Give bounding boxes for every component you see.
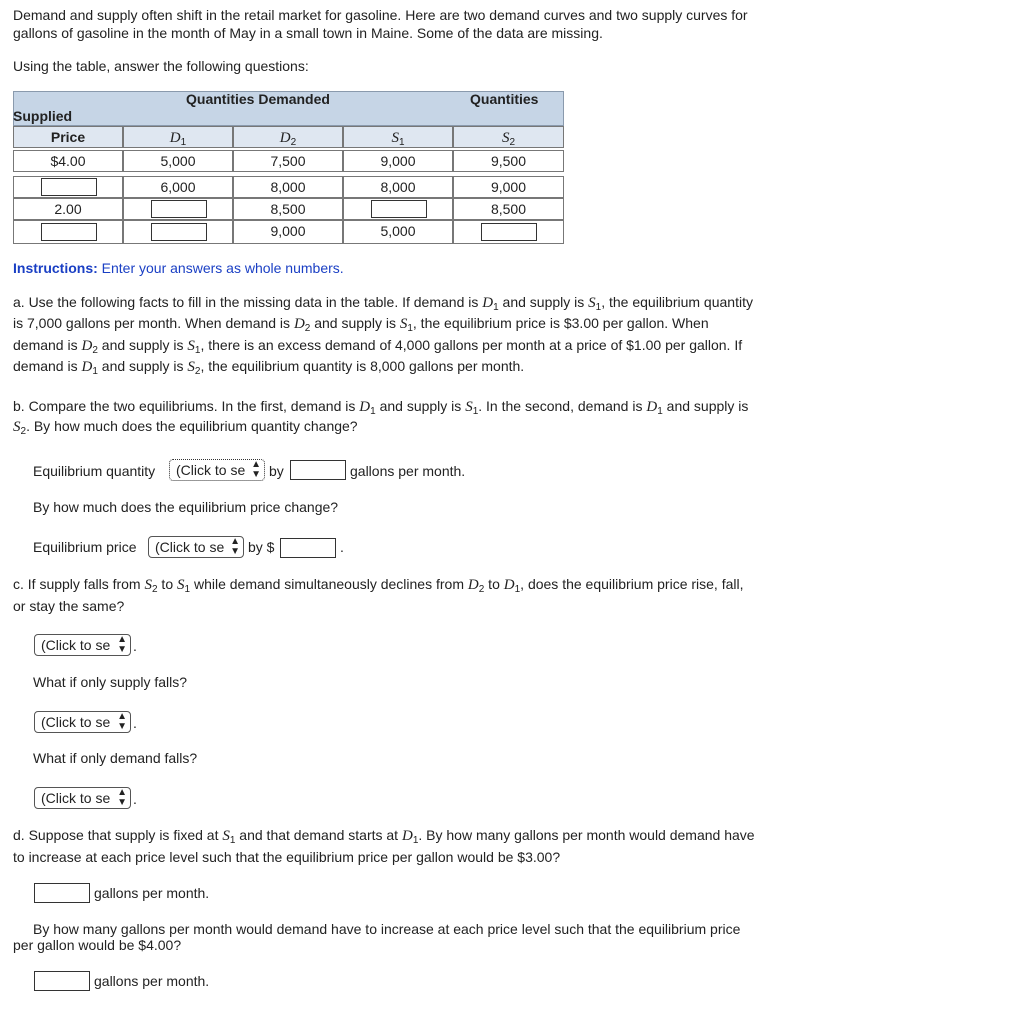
col-header-d1: $D_1$ [123, 126, 233, 148]
cell-s2-r3: 8,500 [453, 198, 564, 220]
col-header-d2: $D_2$ [233, 126, 343, 148]
part-a-line-2: is 7,000 gallons per month. When demand is $D_2$ and supply is $S_1$, the equilibrium price is $3.00 per gallon. When [13, 315, 709, 334]
updown-icon: ▲ ▼ [117, 787, 127, 808]
only-demand-question: What if only demand falls? [33, 750, 198, 766]
intro-line-2: gallons of gasoline in the month of May in a small town in Maine. Some of the data are missing. [13, 25, 603, 41]
part-c-line-1: c. If supply falls from $S_2$ to $S_1$ while demand simultaneously declines from $D_2$ to $D_1$, does the equilibrium price rise, fall, [13, 576, 744, 595]
eq-quantity-direction-select[interactable]: (Click to se ▲ ▼ [169, 459, 265, 481]
input-s2-r4[interactable] [481, 223, 537, 241]
part-a-line-1: a. Use the following facts to fill in the missing data in the table. If demand is $D_1$ and supply is $S_1$, the equilibrium quantity [13, 294, 753, 313]
cell-s1-r4: 5,000 [343, 220, 453, 244]
cell-s1-r1: 9,000 [343, 150, 453, 172]
cell-s2-r1: 9,500 [453, 150, 564, 172]
input-d1-r4[interactable] [151, 223, 207, 241]
eq-quantity-change-input[interactable] [290, 460, 346, 480]
input-d1-r3[interactable] [151, 200, 207, 218]
header-quantities: Quantities [470, 91, 539, 107]
cell-d2-r2: 8,000 [233, 176, 343, 198]
price-change-supply-select[interactable]: (Click to se ▲ ▼ [34, 711, 131, 733]
by-label: by [269, 463, 284, 479]
by-dollar-label: by $ [248, 539, 275, 555]
only-supply-question: What if only supply falls? [33, 674, 188, 690]
cell-d1-r2: 6,000 [123, 176, 233, 198]
updown-icon: ▲ ▼ [117, 711, 127, 732]
part-b-line-2: $S_2$. By how much does the equilibrium quantity change? [13, 418, 358, 437]
demand-increase-4-input[interactable] [34, 971, 90, 991]
header-supplied: Supplied [13, 108, 73, 124]
eq-price-label: Equilibrium price [33, 539, 137, 555]
part-a-line-3: demand is $D_2$ and supply is $S_1$, there is an excess demand of 4,000 gallons per month at a price of $1.00 per gallon. If [13, 337, 743, 356]
cell-price-r3: 2.00 [13, 198, 123, 220]
price-change-question: By how much does the equilibrium price change? [33, 499, 339, 515]
updown-icon: ▲ ▼ [117, 634, 127, 655]
instructions: Instructions: Enter your answers as whole numbers. [13, 260, 344, 276]
header-quantities-demanded: Quantities Demanded [186, 91, 330, 107]
cell-s1-r2: 8,000 [343, 176, 453, 198]
price-change-demand-select[interactable]: (Click to se ▲ ▼ [34, 787, 131, 809]
part-d-line-1: d. Suppose that supply is fixed at $S_1$ and that demand starts at $D_1$. By how many gallons per month would demand have [13, 827, 755, 846]
demand-increase-3-input[interactable] [34, 883, 90, 903]
input-price-r4[interactable] [41, 223, 97, 241]
period: . [133, 791, 137, 807]
eq-price-direction-select[interactable]: (Click to se ▲ ▼ [148, 536, 244, 558]
col-header-s2: $S_2$ [453, 126, 564, 148]
eq-quantity-label: Equilibrium quantity [33, 463, 156, 479]
eq-price-change-input[interactable] [280, 538, 336, 558]
part-d-q2-line-2: per gallon would be $4.00? [13, 937, 182, 953]
intro-line-3: Using the table, answer the following questions: [13, 58, 309, 74]
cell-price-r1: $4.00 [13, 150, 123, 172]
cell-d2-r4: 9,000 [233, 220, 343, 244]
data-table [13, 91, 564, 244]
updown-icon: ▲ ▼ [230, 536, 240, 557]
cell-s2-r2: 9,000 [453, 176, 564, 198]
part-b-line-1: b. Compare the two equilibriums. In the first, demand is $D_1$ and supply is $S_1$. In the second, demand is $D_1$ and supply is [13, 398, 749, 417]
updown-icon: ▲ ▼ [251, 459, 261, 480]
cell-d2-r3: 8,500 [233, 198, 343, 220]
cell-d2-r1: 7,500 [233, 150, 343, 172]
price-change-both-select[interactable]: (Click to se ▲ ▼ [34, 634, 131, 656]
period: . [340, 539, 344, 555]
gallons-label-d2: gallons per month. [94, 973, 210, 989]
part-a-line-4: demand is $D_1$ and supply is $S_2$, the equilibrium quantity is 8,000 gallons per month. [13, 358, 525, 377]
col-header-s1: $S_1$ [343, 126, 453, 148]
col-header-price: Price [13, 126, 123, 148]
intro-line-1: Demand and supply often shift in the retail market for gasoline. Here are two demand curves and two supply curves for [13, 7, 748, 23]
part-d-line-2: to increase at each price level such that the equilibrium price per gallon would be $3.00? [13, 849, 561, 865]
part-c-line-2: or stay the same? [13, 598, 125, 614]
period: . [133, 715, 137, 731]
input-price-r2[interactable] [41, 178, 97, 196]
gallons-label-b: gallons per month. [350, 463, 466, 479]
gallons-label-d1: gallons per month. [94, 885, 210, 901]
input-s1-r3[interactable] [371, 200, 427, 218]
cell-d1-r1: 5,000 [123, 150, 233, 172]
period: . [133, 638, 137, 654]
part-d-q2-line-1: By how many gallons per month would demand have to increase at each price level such that the equilibrium price [33, 921, 741, 937]
